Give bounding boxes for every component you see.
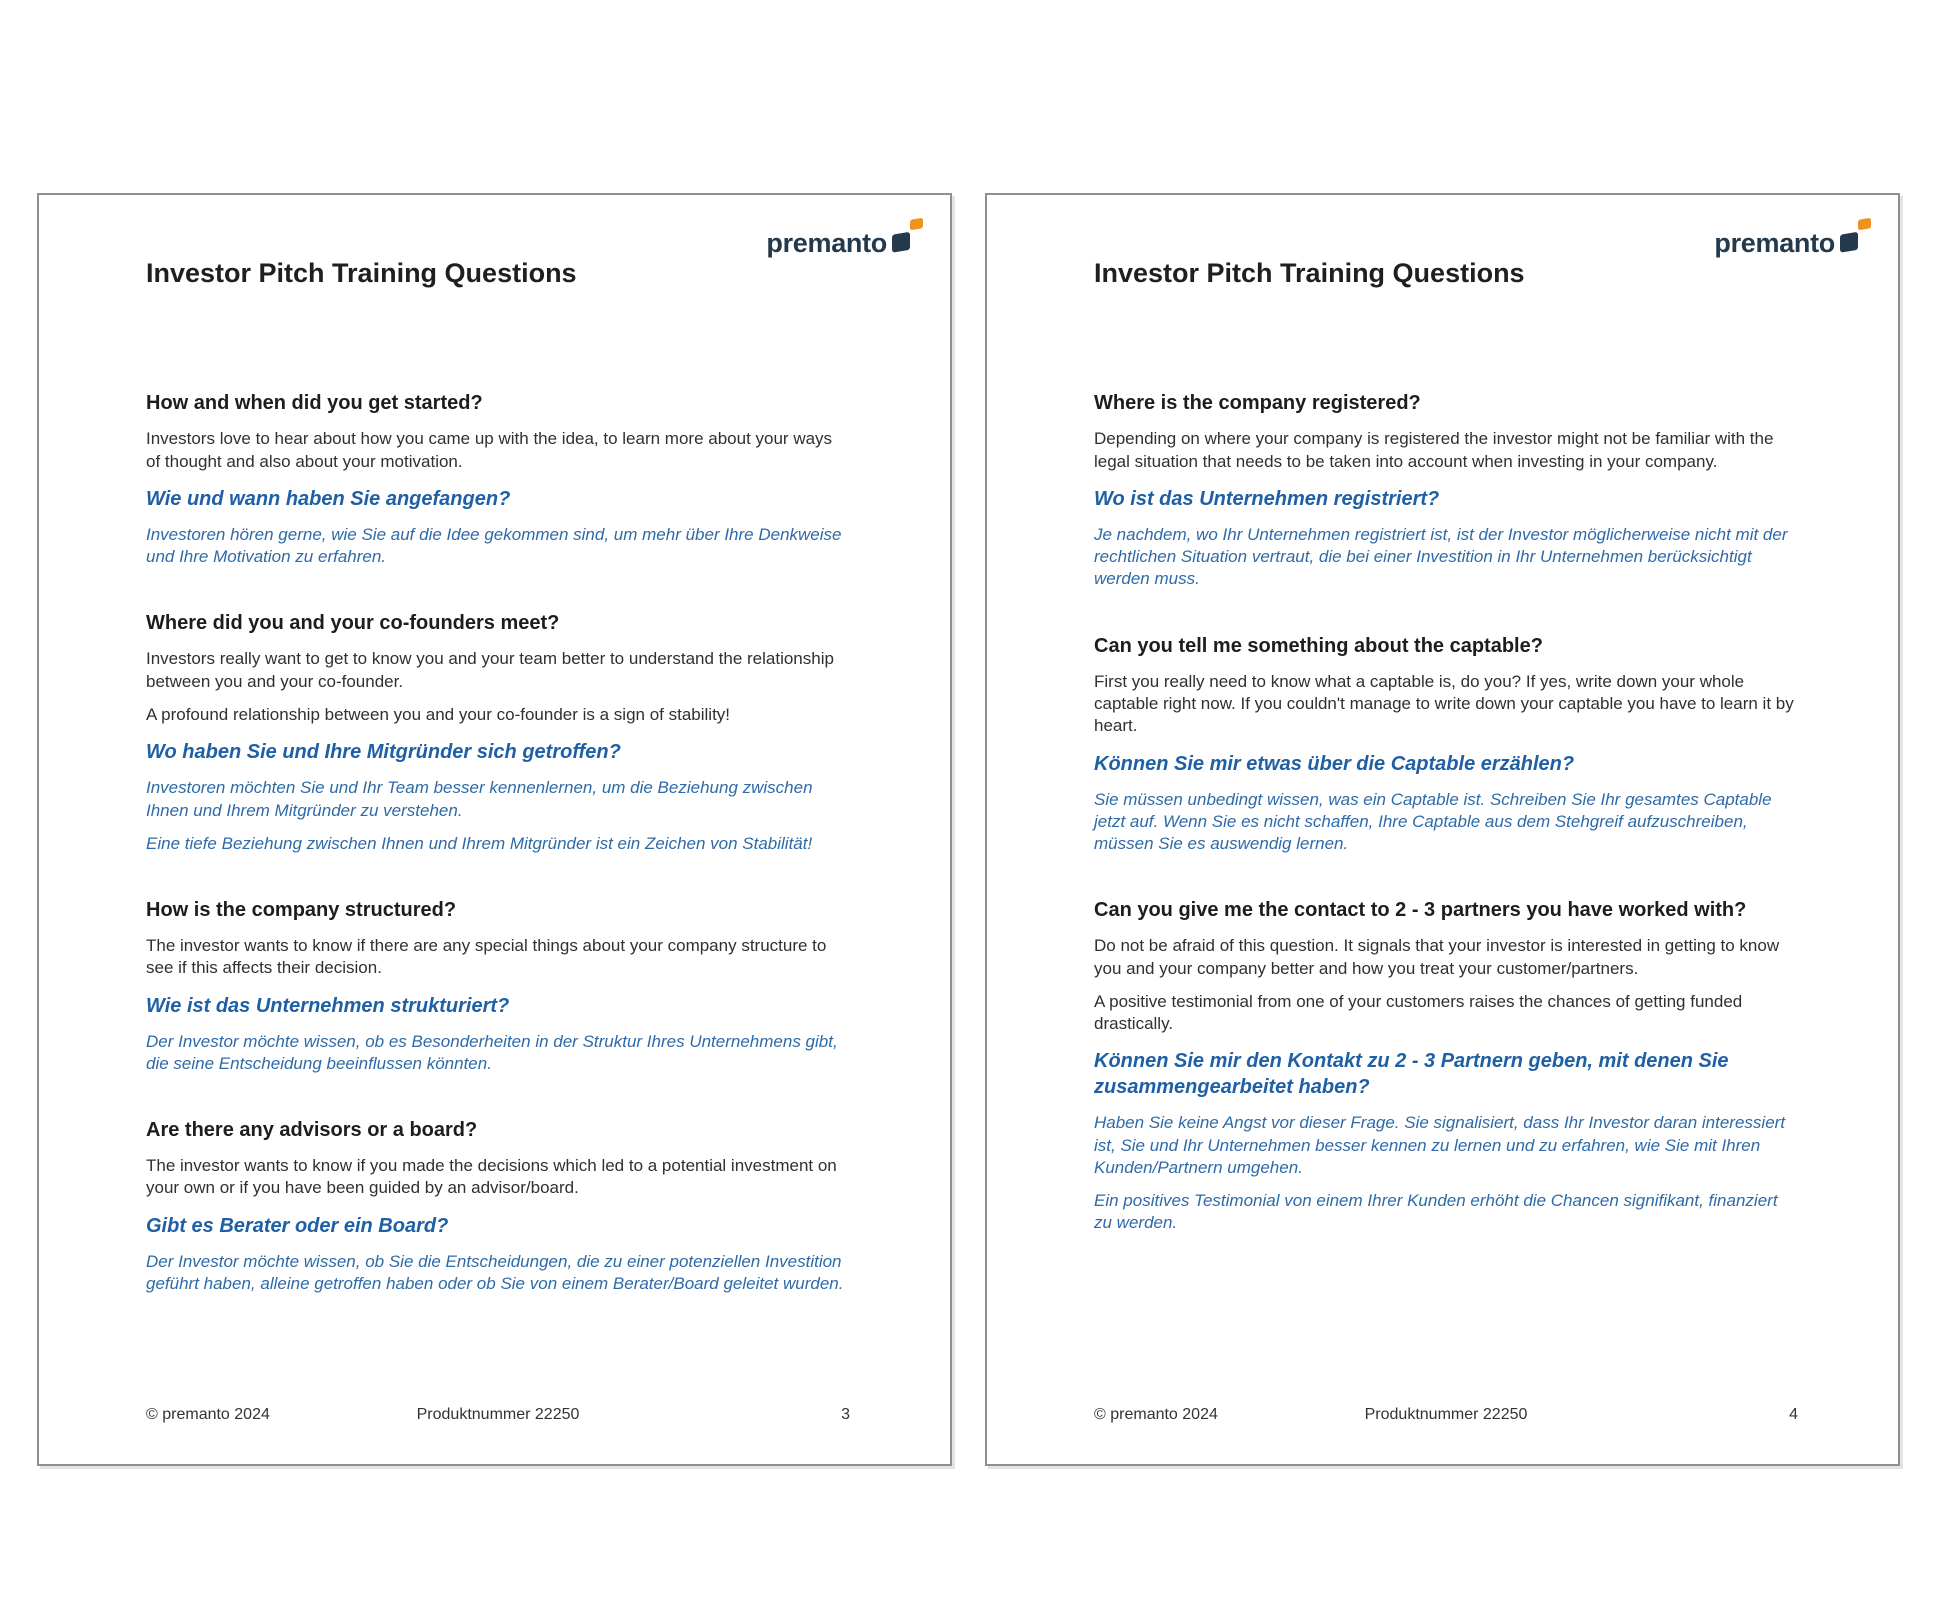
answer-paragraph-de: Der Investor möchte wissen, ob Sie die Entscheidungen, die zu einer potenziellen Investition geführt haben, alleine getroffen haben oder ob Sie von einem Berater/Board geleitet wurden. (146, 1251, 844, 1293)
question-heading-en: Are there any advisors or a board? (146, 1119, 478, 1142)
answer-paragraph-de: Investoren möchten Sie und Ihr Team besser kennenlernen, um die Beziehung zwischen Ihnen und Ihrem Mitgründer zu verstehen. (146, 778, 813, 820)
question-heading-de: Können Sie mir den Kontakt zu 2 - 3 Partnern geben, mit denen Sie zusammengearbeitet haben? (1094, 1050, 1729, 1099)
question-heading-en: How and when did you get started? (146, 392, 483, 415)
footer-product-number: Produktnummer 22250 (416, 1406, 580, 1423)
premanto-logo-text: premanto (1714, 228, 1835, 258)
footer-page-number: 3 (841, 1406, 851, 1423)
page-4 (985, 193, 1900, 1466)
question-heading-en: How is the company structured? (146, 899, 457, 922)
question-heading-de: Wo haben Sie und Ihre Mitgründer sich getroffen? (146, 741, 621, 764)
question-heading-en: Where did you and your co-founders meet? (146, 612, 560, 635)
question-heading-en: Where is the company registered? (1094, 392, 1421, 415)
question-heading-en: Can you give me the contact to 2 - 3 partners you have worked with? (1094, 899, 1747, 922)
answer-paragraph-en: Investors love to hear about how you came up with the idea, to learn more about your ways of thought and also about your motivation. (146, 429, 833, 471)
pages-row (37, 193, 1900, 1466)
question-heading-de: Wo ist das Unternehmen registriert? (1094, 487, 1440, 510)
answer-paragraph-de: Sie müssen unbedingt wissen, was ein Captable ist. Schreiben Sie Ihr gesamtes Captable jetzt auf. Wenn Sie es nicht schaffen, Ihre Captable aus dem Stehgreif aufzuschreiben, müssen Sie es auswendig lernen. (1094, 789, 1772, 854)
answer-paragraph-de: Je nachdem, wo Ihr Unternehmen registriert ist, ist der Investor möglicherweise nicht mit der rechtlichen Situation vertraut, die bei einer Investition in Ihr Unternehmen berücksichtigt werden muss. (1094, 524, 1788, 589)
answer-paragraph-de: Der Investor möchte wissen, ob es Besonderheiten in der Struktur Ihres Unternehmens gibt, die seine Entscheidung beeinflussen könnten. (146, 1031, 838, 1073)
qa-section (146, 390, 850, 568)
qa-section (1094, 633, 1798, 856)
question-heading-de: Können Sie mir etwas über die Captable erzählen? (1094, 752, 1575, 775)
qa-section (1094, 390, 1798, 590)
qa-section (146, 610, 850, 855)
page-3 (37, 193, 952, 1466)
qa-section (146, 1117, 850, 1295)
answer-paragraph-en: The investor wants to know if you made the decisions which led to a potential investment on your own or if you have been guided by an advisor/board. (146, 1156, 837, 1198)
qa-section (1094, 897, 1798, 1234)
answer-paragraph-en: Investors really want to get to know you and your team better to understand the relationship between you and your co-founder. (146, 649, 834, 691)
answer-paragraph-en: The investor wants to know if there are any special things about your company structure to see if this affects their decision. (146, 936, 827, 978)
answer-paragraph-de: Haben Sie keine Angst vor dieser Frage. Sie signalisiert, dass Ihr Investor daran interessiert ist, Sie und Ihr Unternehmen besser kennen zu lernen und zu erfahren, wie Sie mit Ihren Kunden/Partnern umgehen. (1094, 1113, 1786, 1177)
footer-product-number: Produktnummer 22250 (1364, 1406, 1528, 1423)
answer-paragraph-en: First you really need to know what a captable is, do you? If yes, write down your whole captable right now. If you couldn't manage to write down your captable you have to learn it by heart. (1094, 671, 1794, 736)
page-footer (146, 1406, 850, 1424)
question-heading-en: Can you tell me something about the captable? (1094, 634, 1543, 657)
answer-paragraph-de: Investoren hören gerne, wie Sie auf die Idee gekommen sind, um mehr über Ihre Denkweise und Ihre Motivation zu erfahren. (146, 524, 842, 567)
premanto-logo-mark-icon (1838, 213, 1872, 257)
premanto-logo (766, 213, 924, 257)
answer-paragraph-en: Depending on where your company is registered the investor might not be familiar with the legal situation that needs to be taken into account when investing in your company. (1094, 429, 1774, 471)
page-footer (1094, 1406, 1798, 1424)
answer-paragraph-en: Do not be afraid of this question. It signals that your investor is interested in getting to know you and your company better and how you treat your customer/partners. (1094, 936, 1780, 978)
footer-copyright: © premanto 2024 (146, 1406, 270, 1423)
answer-paragraph-de: Ein positives Testimonial von einem Ihrer Kunden erhöht die Chancen signifikant, finanziert zu werden. (1094, 1191, 1778, 1233)
page-title: Investor Pitch Training Questions (1094, 258, 1525, 288)
question-heading-de: Gibt es Berater oder ein Board? (146, 1214, 449, 1237)
question-heading-de: Wie ist das Unternehmen strukturiert? (146, 994, 510, 1017)
answer-paragraph-en: A positive testimonial from one of your customers raises the chances of getting funded drastically. (1094, 991, 1743, 1034)
premanto-logo-mark-icon (890, 213, 924, 257)
footer-copyright: © premanto 2024 (1094, 1406, 1218, 1423)
question-heading-de: Wie und wann haben Sie angefangen? (146, 487, 511, 510)
footer-page-number: 4 (1789, 1406, 1799, 1423)
answer-paragraph-en: A profound relationship between you and your co-founder is a sign of stability! (146, 704, 731, 724)
qa-section (146, 897, 850, 1075)
page-title: Investor Pitch Training Questions (146, 258, 577, 288)
premanto-logo (1714, 213, 1872, 257)
answer-paragraph-de: Eine tiefe Beziehung zwischen Ihnen und Ihrem Mitgründer ist ein Zeichen von Stabilität! (146, 833, 813, 853)
premanto-logo-text: premanto (766, 228, 887, 258)
